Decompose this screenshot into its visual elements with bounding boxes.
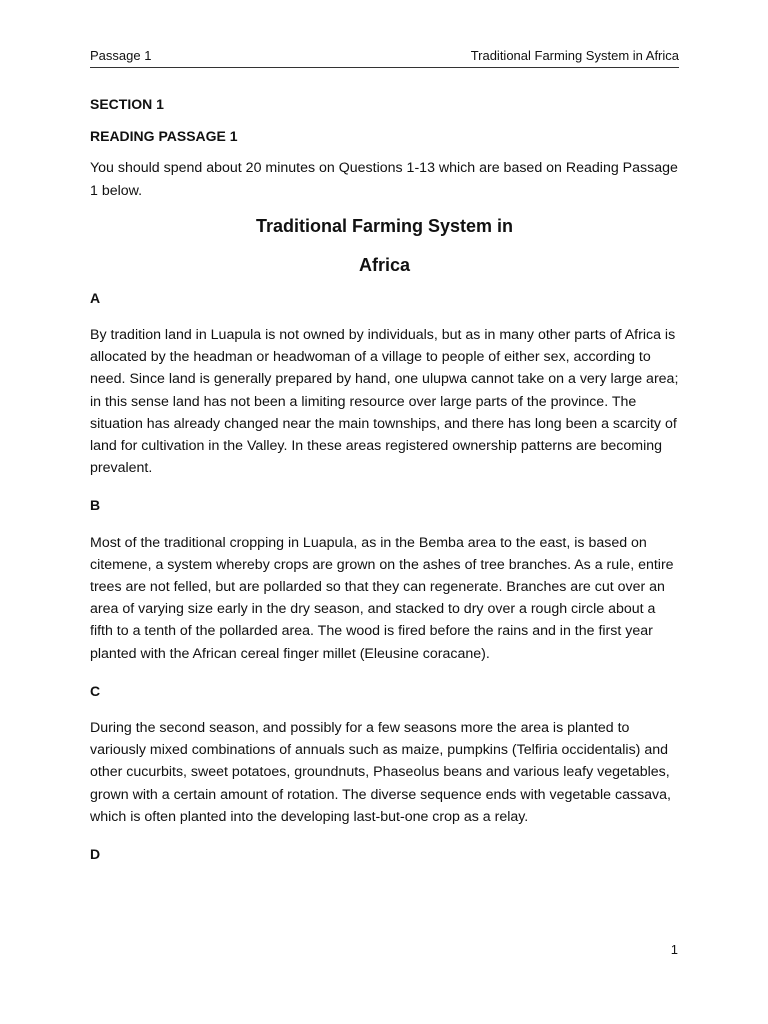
paragraph-c-text: During the second season, and possibly for a few seasons more the area is planted to variously mixed combinations of annuals such as maize, pumpkins (Telfiria occidentalis) and other cucurbits, sweet potatoes, groundnuts, Phaseolus beans and various leafy vegetables, grown with a certain amount of rotation. The diverse sequence ends with vegetable cassava, which is often planted into the developing last-but-one crop as a relay. xyxy=(90,720,671,825)
paragraph-letter-d: D xyxy=(90,846,101,863)
page-header xyxy=(90,48,679,68)
paragraph-a-text: By tradition land in Luapula is not owned by individuals, but as in many other parts of Africa is allocated by the headman or headwoman of a village to people of either sex, according to need. Since land is generally prepared by hand, one ulupwa cannot take on a very large area; in this sense land has not been a limiting resource over large parts of the province. The situation has already changed near the main townships, and there has long been a scarcity of land for cultivation in the Valley. In these areas registered ownership patterns are becoming prevalent. xyxy=(90,327,679,477)
passage-title-line-1: Traditional Farming System in xyxy=(255,215,514,236)
reading-passage-heading: READING PASSAGE 1 xyxy=(90,128,238,145)
instruction-text: You should spend about 20 minutes on Questions 1-13 which are based on Reading Passage 1 below. xyxy=(90,160,678,199)
paragraph-letter-a: A xyxy=(90,289,101,306)
header-divider xyxy=(90,67,679,68)
header-document-title: Traditional Farming System in Africa xyxy=(470,48,679,63)
page-number: 1 xyxy=(670,942,678,957)
page-content xyxy=(90,93,679,880)
passage-title-line-2: Africa xyxy=(358,254,411,275)
section-heading: SECTION 1 xyxy=(90,96,164,112)
paragraph-letter-b: B xyxy=(90,497,101,514)
paragraph-b-text: Most of the traditional cropping in Luapula, as in the Bemba area to the east, is based on citemene, a system whereby crops are grown on the ashes of tree branches. As a rule, entire trees are not felled, but are pollarded so that they can regenerate. Branches are cut over an area of varying size early in the dry season, and stacked to dry over a rough circle about a fifth to a tenth of the pollarded area. The wood is fired before the rains and in the first year planted with the African cereal finger millet (Eleusine coracane). xyxy=(90,534,674,662)
header-passage-label: Passage 1 xyxy=(90,48,152,63)
paragraph-letter-c: C xyxy=(90,682,101,699)
